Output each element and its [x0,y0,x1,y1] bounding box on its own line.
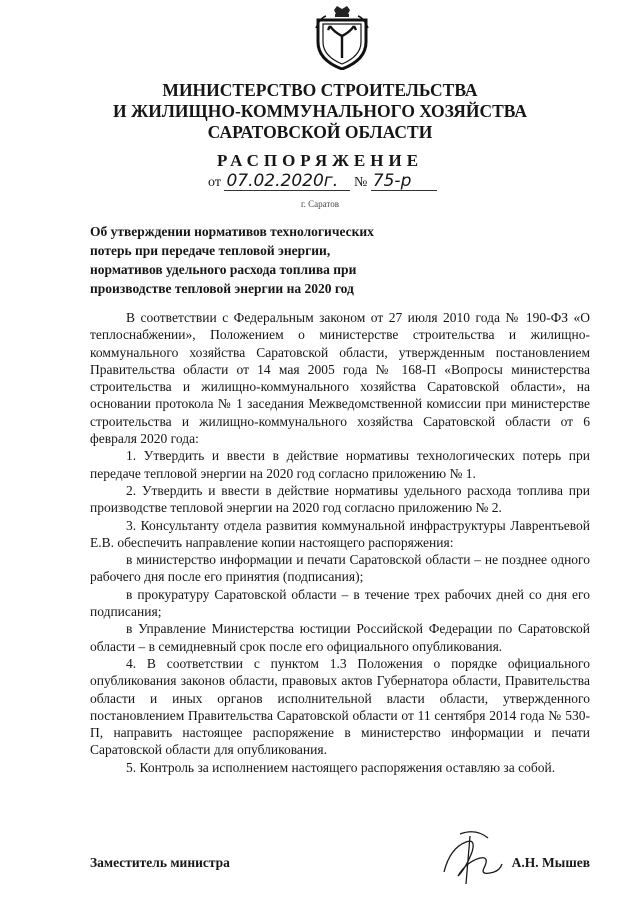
subject-line: потерь при передаче тепловой энергии, [90,243,331,258]
body-paragraph-item-4: 4. В соответствии с пунктом 1.3 Положения о порядке официального опубликования законов области, правовых актов Губернатора области, Правительства области и иных органов исполнительной власти области, утвержденного постановлением Правительства Саратовской области от 11 сентября 2014 года № 530-П, направить настоящее распоряжение в министерство информации и печати Саратовской области для опубликования. [90,655,590,758]
body-paragraph-item-2: 2. Утвердить и ввести в действие нормативы удельного расхода топлива при производстве тепловой энергии на 2020 год согласно приложению № 2. [90,482,590,516]
ministry-header [0,80,640,143]
signatory-position: Заместитель министра [90,855,230,870]
number-prefix: № [353,175,368,190]
document-body [90,309,590,776]
date-number-line [208,172,437,191]
ministry-name-line-2: И ЖИЛИЩНО-КОММУНАЛЬНОГО ХОЗЯЙСТВА [112,101,528,121]
coat-of-arms-icon [312,6,372,70]
signatory-name: А.Н. Мышев [511,855,590,870]
ministry-name-line-3: САРАТОВСКОЙ ОБЛАСТИ [207,122,433,142]
subject-title [90,222,420,298]
body-paragraph-item-1: 1. Утвердить и ввести в действие нормативы технологических потерь при передаче тепловой энергии на 2020 год согласно приложению № 1. [90,448,590,481]
ministry-name-line-1: МИНИСТЕРСТВО СТРОИТЕЛЬСТВА [162,80,478,100]
body-paragraph-item-5: 5. Контроль за исполнением настоящего распоряжения оставляю за собой. [126,759,556,775]
body-paragraph-item-3-sub-2: в прокуратуру Саратовской области – в течение трех рабочих дней со дня его подписания; [90,586,590,620]
document-type-title: РАСПОРЯЖЕНИЕ [216,151,424,170]
body-paragraph-item-3-sub-1: в министерство информации и печати Саратовской области – не позднее одного рабочего дня после его принятия (подписания); [90,552,590,585]
subject-line: производстве тепловой энергии на 2020 год [90,281,354,296]
body-paragraph-item-3-sub-3: в Управление Министерства юстиции Российской Федерации по Саратовской области – в семидневный срок после его официального опубликования. [90,621,590,654]
subject-line: Об утверждении нормативов технологических [90,224,374,239]
handwritten-signature [436,828,506,886]
city-label: г. Саратов [301,199,339,209]
date-prefix: от [208,175,221,190]
handwritten-number: 75-р [371,172,437,191]
body-paragraph-preamble: В соответствии с Федеральным законом от 27 июля 2010 года № 190-ФЗ «О теплоснабжении», Положением о министерстве строительства и жилищно-коммунального хозяйства Саратовской области, утвержденным постановлением Правительства области от 14 мая 2005 года № 168-П «Вопросы министерства строительства и жилищно-коммунального хозяйства Саратовской области», на основании протокола № 1 заседания Межведомственной комиссии при министерстве строительства и жилищно-коммунального хозяйства Саратовской области от 6 февраля 2020 года: [90,310,590,447]
body-paragraph-item-3: 3. Консультанту отдела развития коммунальной инфраструктуры Лаврентьевой Е.В. обеспечить направление копии настоящего распоряжения: [90,517,590,550]
handwritten-date: 07.02.2020г. [224,172,350,191]
subject-line: нормативов удельного расхода топлива при [90,262,357,277]
